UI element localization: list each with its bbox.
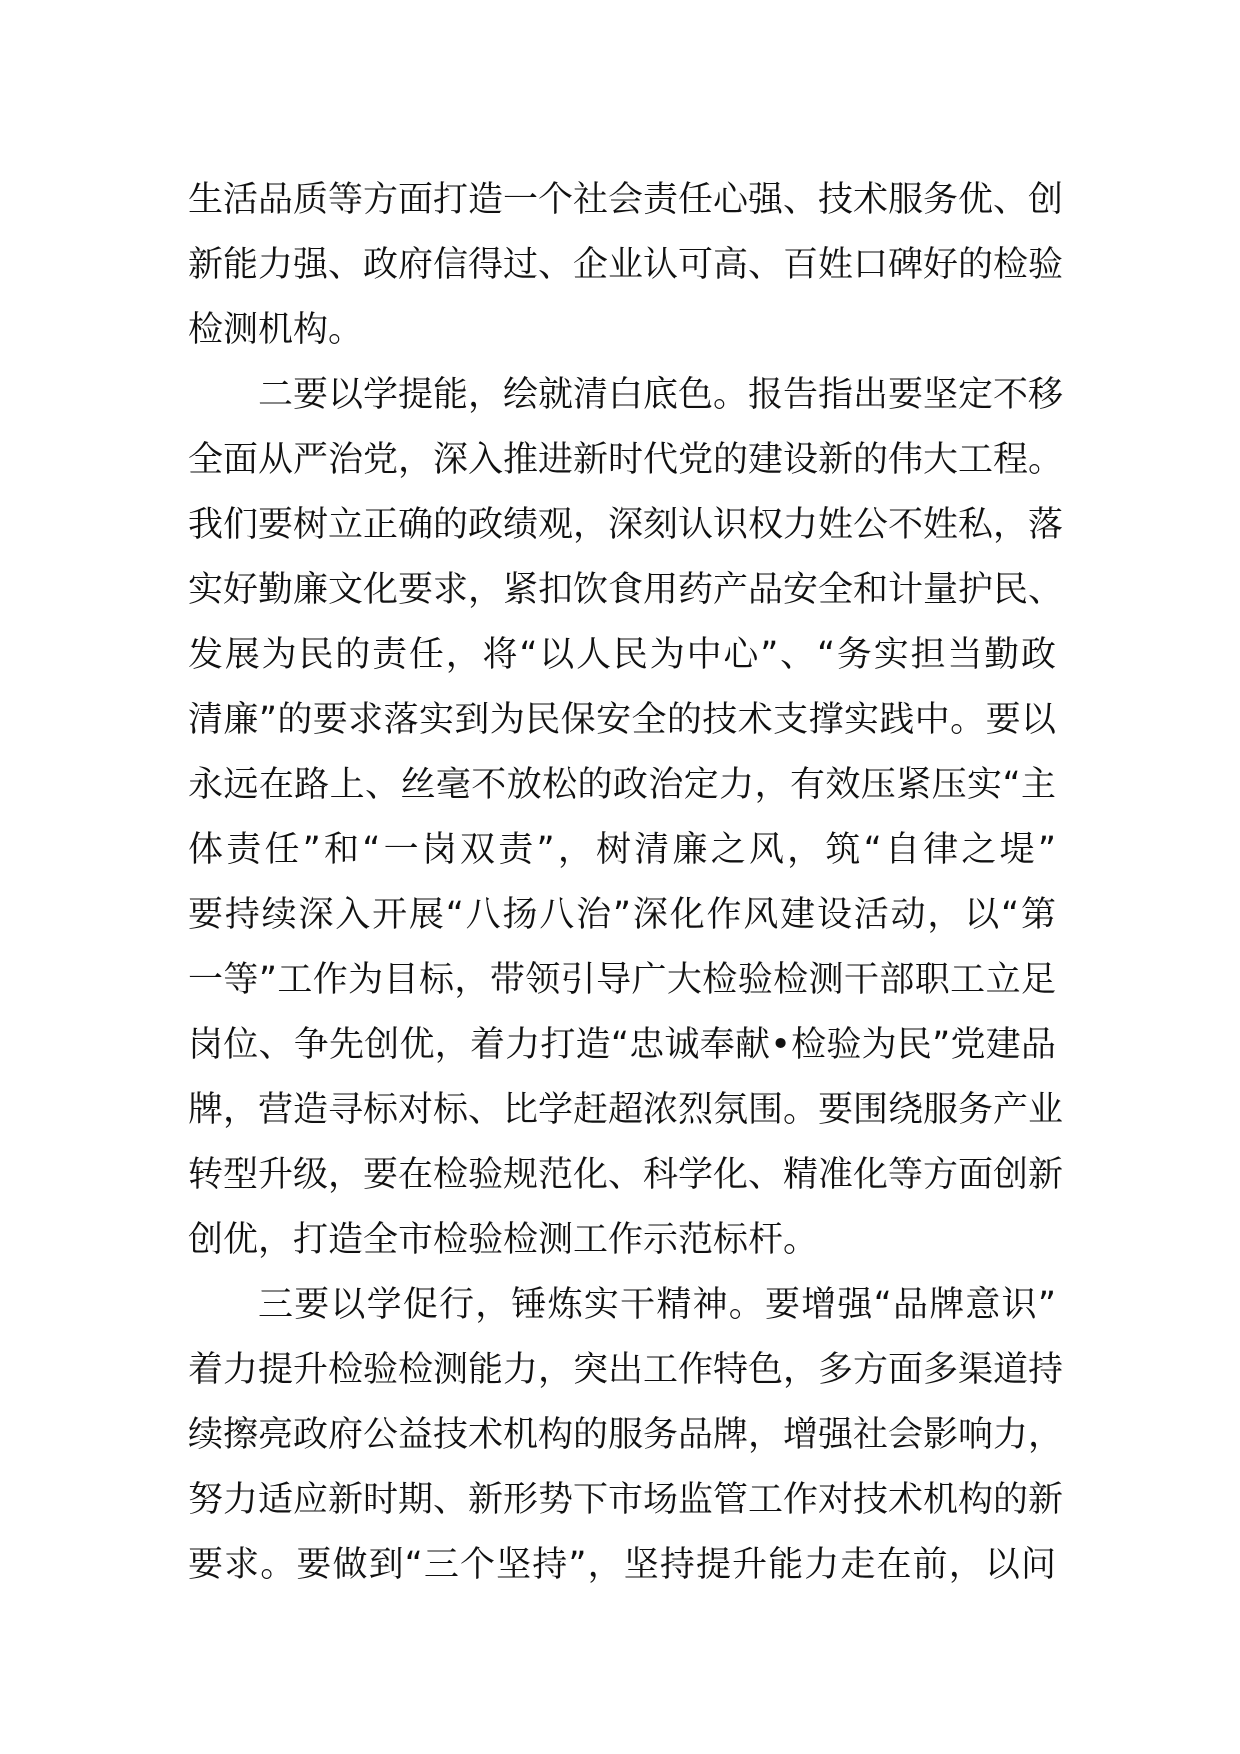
text-line: 实好勤廉文化要求，紧扣饮食用药产品安全和计量护民、 <box>188 570 1064 610</box>
text-line: 着力提升检验检测能力，突出工作特色，多方面多渠道持 <box>188 1350 1064 1390</box>
text-line: 检测机构。 <box>188 310 364 350</box>
text-line: 要持续深入开展“八扬八治”深化作风建设活动，以“第 <box>188 895 1056 935</box>
text-line: 体责任”和“一岗双责”，树清廉之风，筑“自律之堤” <box>188 830 1056 870</box>
text-line: 我们要树立正确的政绩观，深刻认识权力姓公不姓私，落 <box>188 505 1064 545</box>
paragraph-start-line: 二要以学提能，绘就清白底色。报告指出要坚定不移 <box>258 375 1064 415</box>
text-line: 永远在路上、丝毫不放松的政治定力，有效压紧压实“主 <box>188 765 1056 805</box>
text-line: 努力适应新时期、新形势下市场监管工作对技术机构的新 <box>188 1480 1064 1520</box>
text-line: 岗位、争先创优，着力打造“忠诚奉献•检验为民”党建品 <box>188 1025 1056 1065</box>
text-line: 发展为民的责任，将“以人民为中心”、“务实担当勤政 <box>188 635 1056 675</box>
text-line: 清廉”的要求落实到为民保安全的技术支撑实践中。要以 <box>188 700 1056 740</box>
text-line: 转型升级，要在检验规范化、科学化、精准化等方面创新 <box>188 1155 1064 1195</box>
text-line: 全面从严治党，深入推进新时代党的建设新的伟大工程。 <box>188 440 1064 480</box>
text-line: 创优，打造全市检验检测工作示范标杆。 <box>188 1220 819 1260</box>
text-line: 一等”工作为目标，带领引导广大检验检测干部职工立足 <box>188 960 1056 1000</box>
text-line: 生活品质等方面打造一个社会责任心强、技术服务优、创 <box>188 180 1064 220</box>
text-line: 牌，营造寻标对标、比学赶超浓烈氛围。要围绕服务产业 <box>188 1090 1064 1130</box>
text-line: 新能力强、政府信得过、企业认可高、百姓口碑好的检验 <box>188 245 1064 285</box>
text-line: 续擦亮政府公益技术机构的服务品牌，增强社会影响力， <box>188 1415 1064 1455</box>
text-line: 要求。要做到“三个坚持”，坚持提升能力走在前，以问 <box>188 1545 1056 1585</box>
document-body <box>188 168 1064 1598</box>
paragraph-start-line: 三要以学促行，锤炼实干精神。要增强“品牌意识” <box>258 1285 1056 1325</box>
